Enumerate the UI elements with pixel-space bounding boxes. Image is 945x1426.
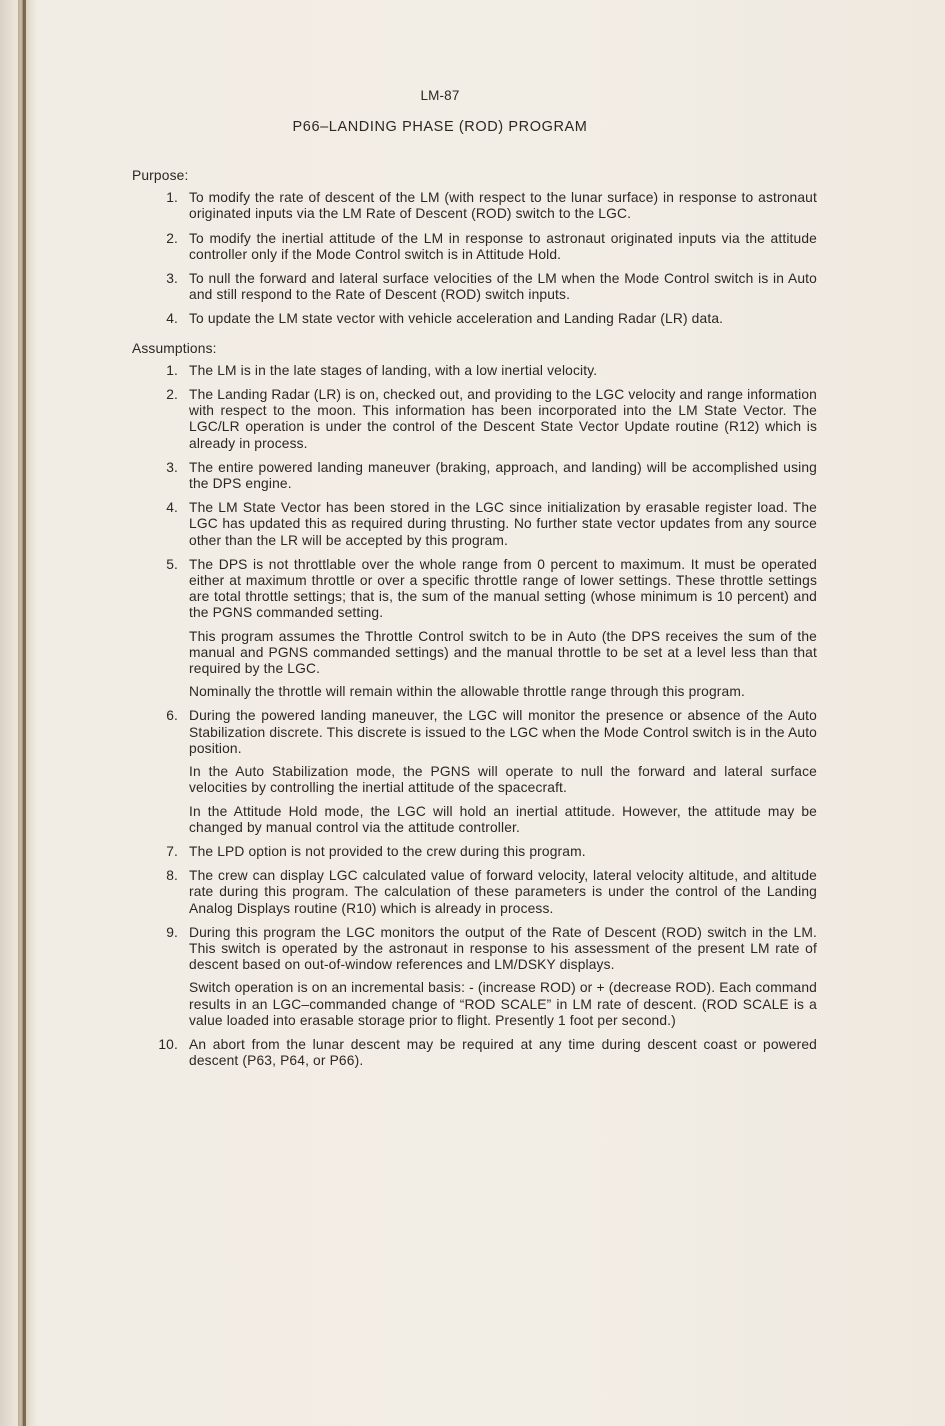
assumption-item-2 — [132, 387, 817, 452]
purpose-item-number: 1. — [166, 190, 178, 206]
assumption-item-paragraph: The LM is in the late stages of landing, with a low inertial velocity. — [189, 362, 598, 378]
purpose-item-paragraph: To update the LM state vector with vehicle acceleration and Landing Radar (LR) data. — [189, 311, 724, 327]
purpose-item-paragraph: To modify the inertial attitude of the LM in response to astronaut originated inputs via the attitude controller only if the Mode Control switch is in Attitude Hold. — [189, 230, 817, 262]
purpose-item-1 — [132, 190, 817, 222]
assumption-item-paragraph: The DPS is not throttlable over the whole range from 0 percent to maximum. It must be operated either at maximum throttle or over a specific throttle range of lower settings. These throttle settings are total throttle settings; that is, the sum of the manual setting (whose minimum is 10 percent) and the PGNS commanded setting. — [189, 556, 817, 621]
assumption-item-paragraph: The LPD option is not provided to the crew during this program. — [189, 843, 586, 859]
assumption-item-paragraph: The crew can display LGC calculated value of forward velocity, lateral velocity altitude, and altitude rate during this program. The calculation of these parameters is under the control of the Landing Analog Displays routine (R10) which is already in process. — [189, 868, 817, 916]
assumption-item-paragraph: This program assumes the Throttle Control switch to be in Auto (the DPS receives the sum of the manual and PGNS commanded settings) and the manual throttle to be set at a level less than that required by the LGC. — [189, 628, 817, 677]
purpose-item-paragraph: To null the forward and lateral surface velocities of the LM when the Mode Control switch is in Auto and still respond to the Rate of Descent (ROD) switch inputs. — [189, 271, 817, 303]
assumption-item-number: 8. — [166, 868, 178, 884]
page-title: P66–LANDING PHASE (ROD) PROGRAM — [292, 119, 588, 135]
assumption-item-number: 1. — [166, 362, 178, 378]
assumption-item-paragraph: In the Auto Stabilization mode, the PGNS will operate to null the forward and lateral surface velocities by controlling the inertial attitude of the spacecraft. — [189, 764, 817, 796]
purpose-item-number: 4. — [166, 311, 178, 327]
assumption-item-1 — [132, 363, 817, 379]
assumption-item-paragraph: In the Attitude Hold mode, the LGC will hold an inertial attitude. However, the attitude may be changed by manual control via the attitude controller. — [189, 803, 817, 835]
assumption-item-number: 3. — [166, 459, 178, 475]
purpose-item-4 — [132, 311, 817, 327]
purpose-item-3 — [132, 271, 817, 303]
binding-line — [23, 0, 26, 1426]
purpose-list — [132, 190, 817, 327]
assumptions-heading: Assumptions: — [132, 340, 217, 356]
assumption-item-3 — [132, 460, 817, 492]
assumption-item-number: 2. — [166, 387, 178, 403]
assumption-item-9 — [132, 925, 817, 1029]
assumption-item-5 — [132, 557, 817, 701]
page-number: LM-87 — [420, 88, 460, 103]
assumption-item-paragraph: Nominally the throttle will remain within the allowable throttle range through this program. — [189, 684, 745, 700]
assumption-item-paragraph: The Landing Radar (LR) is on, checked out, and providing to the LGC velocity and range information with respect to the moon. This information has been incorporated into the LM State Vector. The LGC/LR operation is under the control of the Descent State Vector Update routine (R12) which is already in process. — [189, 387, 817, 451]
assumption-item-paragraph: The LM State Vector has been stored in the LGC since initialization by erasable register load. The LGC has updated this as required during thrusting. No further state vector updates from any source other than the LR will be accepted by this program. — [189, 500, 817, 548]
assumption-item-7 — [132, 844, 817, 860]
assumption-item-number: 6. — [166, 708, 178, 724]
assumption-item-10 — [132, 1037, 817, 1069]
assumption-item-paragraph: Switch operation is on an incremental basis: - (increase ROD) or + (decrease ROD). Each command results in an LGC–commanded change of “ROD SCALE” in LM rate of descent. (ROD SCALE is a value loaded into erasable storage prior to flight. Presently 1 foot per second.) — [189, 980, 817, 1028]
assumption-item-number: 4. — [166, 500, 178, 516]
assumption-item-paragraph: The entire powered landing maneuver (braking, approach, and landing) will be accomplished using the DPS engine. — [189, 459, 817, 492]
assumption-item-6 — [132, 708, 817, 835]
assumption-item-number: 5. — [166, 556, 178, 572]
assumption-item-number: 7. — [166, 843, 178, 859]
assumption-item-paragraph: During the powered landing maneuver, the LGC will monitor the presence or absence of the Auto Stabilization discrete. This discrete is issued to the LGC when the Mode Control switch is in the Auto position. — [189, 708, 817, 756]
purpose-item-number: 3. — [166, 271, 178, 287]
assumption-item-paragraph: During this program the LGC monitors the output of the Rate of Descent (ROD) switch in the LM. This switch is operated by the astronaut in response to his assessment of the present LM rate of descent based on out-of-window references and LM/DSKY displays. — [189, 924, 817, 973]
assumption-item-8 — [132, 868, 817, 917]
assumption-item-number: 10. — [158, 1036, 178, 1052]
assumption-item-4 — [132, 500, 817, 549]
assumptions-list — [132, 363, 817, 1070]
purpose-item-2 — [132, 231, 817, 263]
purpose-heading: Purpose: — [132, 168, 189, 183]
purpose-item-paragraph: To modify the rate of descent of the LM (with respect to the lunar surface) in response to astronaut originated inputs via the LM Rate of Descent (ROD) switch to the LGC. — [189, 190, 817, 222]
purpose-item-number: 2. — [166, 230, 178, 246]
document-content — [132, 88, 817, 1077]
page-binding-edge — [18, 0, 36, 1426]
assumption-item-paragraph: An abort from the lunar descent may be required at any time during descent coast or powered descent (P63, P64, or P66). — [189, 1036, 817, 1069]
assumption-item-number: 9. — [166, 924, 178, 940]
